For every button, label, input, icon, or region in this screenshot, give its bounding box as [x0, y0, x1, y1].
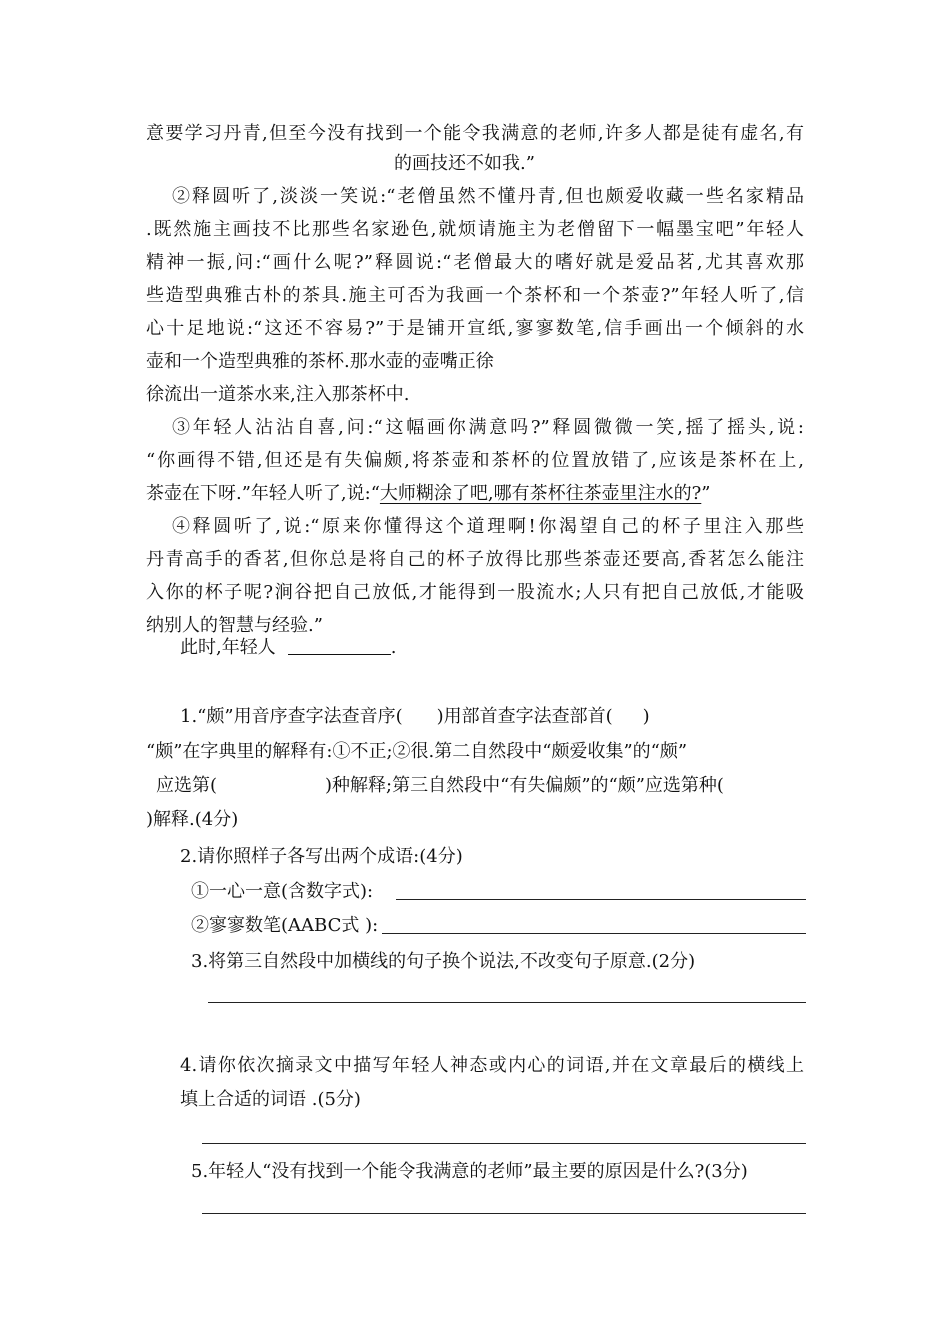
passage-line: .既然施主画技不比那些名家逊色,就烦请施主为老僧留下一幅墨宝吧”年轻人 [146, 219, 804, 240]
passage-line: 意要学习丹青,但至今没有找到一个能令我满意的老师,许多人都是徒有虚名,有 [146, 123, 804, 144]
answer-blank[interactable] [288, 636, 391, 655]
passage-text: 此时,年轻人 [180, 637, 276, 658]
question-text: 1.“颇”用音序查字法查音序( [180, 706, 403, 727]
passage-line: 纳别人的智慧与经验.” [146, 615, 323, 636]
question-2-title: 2.请你照样子各写出两个成语:(4分) [180, 846, 463, 867]
question-text: )用部首查字法查部首( [436, 706, 613, 727]
question-4-title-cont: 填上合适的词语 .(5分) [180, 1089, 361, 1110]
question-5-title: 5.年轻人“没有找到一个能令我满意的老师”最主要的原因是什么?(3分) [191, 1161, 748, 1182]
passage-text: . [390, 637, 397, 658]
question-text-line [156, 774, 724, 798]
question-text: )解释.(4分) [146, 809, 239, 830]
question-text: ) [642, 706, 650, 727]
answer-line[interactable] [396, 899, 806, 900]
question-2-item-2: ②寥寥数笔(AABC式 ): [191, 915, 379, 936]
answer-line[interactable] [202, 1213, 806, 1214]
question-text: )种解释;第三自然段中“有失偏颇”的“颇”应选第种( [325, 775, 724, 796]
passage-line: 精神一振,问:“画什么呢?”释圆说:“老僧最大的嗜好就是爱品茗,尤其喜欢那 [146, 252, 804, 273]
passage-line: 些造型典雅古朴的茶具.施主可否为我画一个茶杯和一个茶壶?”年轻人听了,信 [146, 285, 804, 306]
underlined-sentence: 大师糊涂了吧,哪有茶杯往茶壶里注水的? [379, 483, 702, 504]
passage-line: 徐流出一道茶水来,注入那茶杯中. [146, 384, 410, 405]
passage-line: 入你的杯子呢?涧谷把自己放低,才能得到一股流水;人只有把自己放低,才能吸 [146, 582, 804, 603]
passage-line: 丹青高手的香茗,但你总是将自己的杯子放得比那些茶壶还要高,香茗怎么能注 [146, 549, 804, 570]
passage-text: ” [701, 483, 711, 504]
answer-line[interactable] [202, 1143, 806, 1144]
fill-in-line [180, 636, 396, 660]
passage-line: 心十足地说:“这还不容易?”于是铺开宣纸,寥寥数笔,信手画出一个倾斜的水 [146, 318, 804, 339]
question-4-title: 4.请你依次摘录文中描写年轻人神态或内心的词语,并在文章最后的横线上 [180, 1055, 804, 1076]
question-2-item-1: ①一心一意(含数字式): [191, 881, 374, 902]
passage-text: 茶壶在下呀.”年轻人听了,说:“ [146, 483, 380, 504]
answer-line[interactable] [208, 1002, 806, 1003]
passage-line: ③年轻人沾沾自喜,问:“这幅画你满意吗?”释圆微微一笑,摇了摇头,说: [172, 417, 804, 438]
passage-line: ②释圆听了,淡淡一笑说:“老僧虽然不懂丹青,但也颇爱收藏一些名家精品 [172, 186, 804, 207]
passage-line: 壶和一个造型典雅的茶杯.那水壶的壶嘴正徐 [146, 351, 494, 372]
question-3-title: 3.将第三自然段中加横线的句子换个说法,不改变句子原意.(2分) [191, 951, 696, 972]
question-text: “颇”在字典里的解释有:①不正;②很.第二自然段中“颇爱收集”的“颇” [146, 741, 688, 762]
passage-line: “你画得不错,但还是有失偏颇,将茶壶和茶杯的位置放错了,应该是茶杯在上, [146, 450, 804, 471]
question-1 [180, 705, 650, 729]
passage-line: ④释圆听了,说:“原来你懂得这个道理啊!你渴望自己的杯子里注入那些 [172, 516, 804, 537]
question-text: 应选第( [156, 775, 218, 796]
passage-line [146, 482, 711, 506]
passage-line: 的画技还不如我.” [394, 153, 535, 174]
answer-line[interactable] [382, 933, 806, 934]
